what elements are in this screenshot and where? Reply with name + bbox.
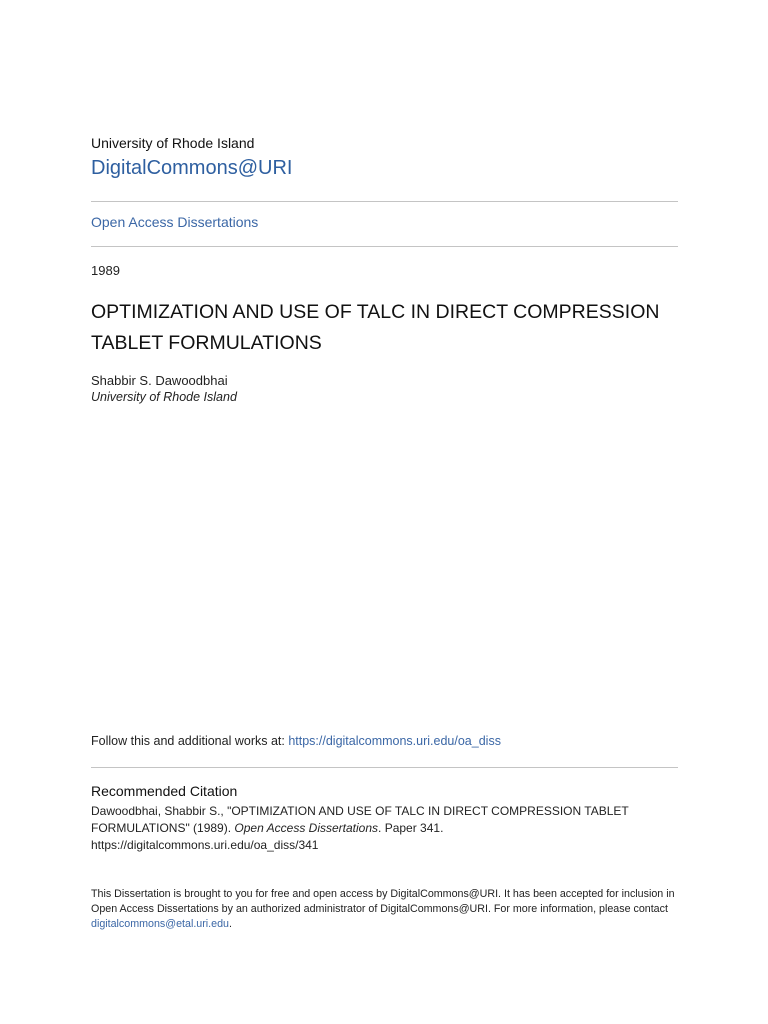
repository-link[interactable]: DigitalCommons@URI (91, 157, 293, 179)
document-title: OPTIMIZATION AND USE OF TALC IN DIRECT COMPRESSION TABLET FORMULATIONS (91, 301, 660, 354)
notice-text: This Dissertation is brought to you for free and open access by DigitalCommons@URI. It has been accepted for inclusion in Open Access Dissertations by an authorized administrator of DigitalCommons@URI. For more information, please contact (91, 888, 675, 915)
series-link[interactable]: Open Access Dissertations (91, 214, 259, 230)
divider-citation (91, 767, 678, 768)
citation-main: Dawoodbhai, Shabbir S., "OPTIMIZATION AND USE OF TALC IN DIRECT COMPRESSION TABLET FORMULATIONS" (1989). (91, 804, 629, 835)
citation-series: Open Access Dissertations (234, 821, 379, 835)
follow-label: Follow this and additional works at: (91, 734, 289, 748)
citation-text (91, 803, 678, 854)
divider-top (91, 201, 678, 202)
collection-link[interactable]: https://digitalcommons.uri.edu/oa_diss (288, 734, 501, 748)
follow-line (91, 734, 501, 748)
contact-email-link[interactable]: digitalcommons@etal.uri.edu (91, 918, 229, 930)
notice-end: . (228, 918, 232, 930)
divider-series (91, 246, 678, 247)
publication-year: 1989 (91, 263, 120, 278)
author-name: Shabbir S. Dawoodbhai (91, 373, 228, 388)
author-affiliation: University of Rhode Island (91, 390, 237, 404)
cover-page (91, 0, 678, 1024)
citation-url: https://digitalcommons.uri.edu/oa_diss/341 (91, 838, 319, 852)
citation-paper: . Paper 341. (378, 821, 444, 835)
institution-name: University of Rhode Island (91, 135, 255, 151)
recommended-citation-heading: Recommended Citation (91, 783, 238, 799)
access-notice (91, 887, 678, 932)
